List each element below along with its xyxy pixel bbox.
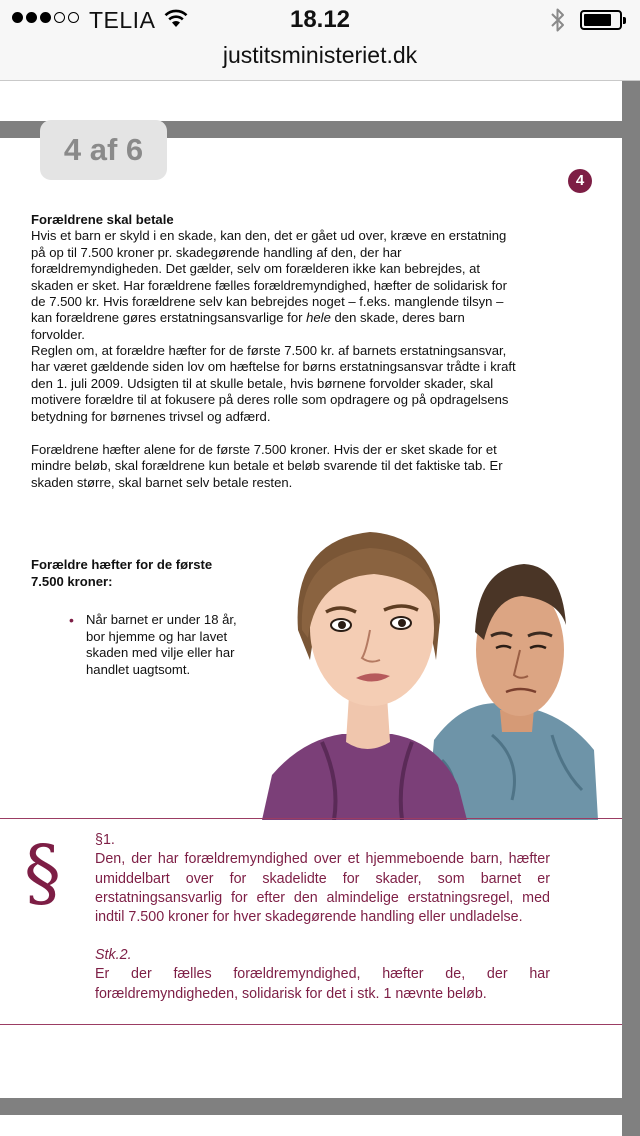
battery-tip: [623, 17, 626, 24]
section-sign-icon: §: [24, 830, 61, 916]
battery-icon: [580, 10, 622, 30]
law-paragraph-1: [95, 831, 550, 927]
law-paragraph-2: [95, 946, 550, 1004]
woman-left-pupil: [338, 621, 346, 629]
page-number-circle: 4: [568, 169, 592, 193]
paragraph-1-text: Hvis et barn er skyld i en skade, kan den, det er gået ud over, kræve en erstatning på op til 7.500 kroner pr. skadegørende handling af den, der har forældremyndigheden. Det gælder, selv om forælderen ikke kan bebrejdes, at skaden er sket. Har forældrene fælles forældremyndighed, hæfter de solidarisk for de 7.500 kr. Hvis forældrene selv kan bebrejdes noget – f.eks. manglende tilsyn – kan forældrene gøres erstatningsansvarlige for: [31, 228, 507, 326]
list-item: [69, 612, 259, 678]
viewer-edge: [622, 1115, 640, 1136]
carrier-name: TELIA: [89, 7, 156, 33]
divider-top: [0, 818, 622, 819]
woman-right-pupil: [398, 619, 406, 627]
emphasis-text: hele: [306, 310, 331, 326]
list-item-text: Når barnet er under 18 år, bor hjemme og har lavet skaden med vilje eller har handlet uagtsomt.: [86, 612, 237, 677]
sidebox-title: Forældre hæfter for de første 7.500 kroner:: [31, 557, 213, 589]
section-heading: Forældrene skal betale: [31, 212, 174, 227]
address-bar[interactable]: [0, 40, 640, 81]
paragraph-3: Forældrene hæfter alene for de første 7.500 kroner. Hvis der er sket skade for et mindre beløb, skal forældrene kun betale et beløb svarende til det faktiske tab. Er skaden større, skal barnet selv betale resten.: [31, 442, 503, 490]
battery-level: [584, 14, 611, 26]
page-indicator: 4 af 6: [40, 120, 167, 180]
status-bar: [0, 0, 640, 40]
paragraph-1: [31, 212, 516, 343]
bluetooth-icon: [550, 7, 566, 38]
paragraph-2: Reglen om, at forældre hæfter for de første 7.500 kr. af barnets erstatningsansvar, har været gældende siden lov om hæftelse for børns erstatningsansvar trådte i kraft den 1. juli 2009. Udsigten til at skulle betale, hvis børnene forvolder skader, skal motivere forældre til at fokusere på deres rolle som opdragere og på opdragelsens betydning for børnenes trivsel og adfærd.: [31, 343, 516, 424]
url-text[interactable]: justitsministeriet.dk: [222, 42, 418, 68]
viewer-edge: [622, 81, 640, 121]
divider-bottom: [0, 1024, 622, 1025]
law-paragraph-text: Den, der har forældremyndighed over et hjemmeboende barn, hæfter umiddelbart over for skadelidte for skader, som barnet er erstatningsansvarlig for efter den almindelige erstatningsregel, med indtil 7.500 kroner for hver skadegørende handling eller undladelse.: [95, 851, 550, 926]
law-subsection-label: Stk.2.: [95, 947, 132, 963]
law-paragraph-label: §1.: [95, 832, 115, 848]
bullet-icon: •: [69, 612, 74, 628]
illustration-woman-and-man: [262, 520, 598, 820]
paragraph-1-text-end: den skade, deres barn forvolder.: [31, 310, 465, 342]
page-gap: [0, 1098, 640, 1115]
law-subsection-text: Er der fælles forældremyndighed, hæfter de, der har forældremyndigheden, solidarisk for det i stk. 1 nævnte beløb.: [95, 966, 550, 1002]
sidebox-list: [69, 612, 259, 678]
clock: 18.12: [289, 6, 351, 33]
viewer-edge: [622, 138, 640, 1098]
